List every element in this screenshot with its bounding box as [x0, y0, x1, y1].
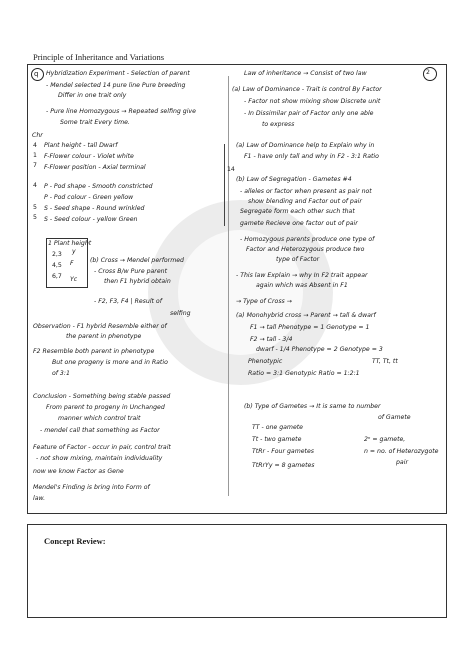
pureline-line-2: Some trait Every time. [60, 119, 130, 126]
conclusion-line-3: manner which control trait [58, 415, 141, 422]
segregation-line-5: gamete Recieve one factor out of pair [240, 220, 358, 227]
mono-line-3: F2 → tall - 3/4 [250, 336, 293, 343]
trait-row-6: S - Seed shape - Round wrinkled [44, 205, 145, 212]
trait-row-4: P - Pod shape - Smooth constricted [44, 183, 153, 190]
law-heading: Law of inheritance → Consist of two law [244, 70, 367, 77]
mendel-finding-1: Mendel's Finding is bring into Form of [33, 484, 150, 491]
chr-box-row-2: 4,5 [52, 262, 62, 269]
chr-num-6: 5 [33, 214, 37, 221]
cross-line-2: - Cross B/w Pure parent [94, 268, 168, 275]
mono-line-6: Phenotypic [248, 358, 283, 365]
hybridization-heading: Hybridization Experiment - Selection of parent [46, 70, 190, 77]
segregation-line-3: show blending and Factor out of pair [248, 198, 362, 205]
dominance-line-1: (a) Law of Dominance - Trait is control By Factor [232, 86, 382, 93]
chr-box-mark-1: y [72, 248, 76, 255]
mono-line-7: Ratio = 3:1 Genotypic Ratio = 1:2:1 [248, 370, 360, 377]
chr-box-mark-2: F [70, 260, 74, 267]
trait-row-7: S - Seed colour - yellow Green [44, 216, 138, 223]
fourteen-label: 14 [227, 166, 235, 173]
chr-num-1: 4 [33, 142, 37, 149]
law-number: 2 [426, 69, 430, 76]
cross-line-4: - F2, F3, F4 | Result of [94, 298, 162, 305]
feature-line-3: now we know Factor as Gene [33, 468, 124, 475]
homozygous-line-3: type of Factor [276, 256, 320, 263]
chr-num-3: 7 [33, 162, 37, 169]
gametes-line-5: TtRr - Four gametes [252, 448, 315, 455]
mendel-finding-2: law. [33, 495, 46, 502]
conclusion-line-4: - mendel call that something as Factor [40, 427, 160, 434]
pureline-line-1: - Pure line Homozygous → Repeated selfing give [46, 108, 196, 115]
gametes-line-3: TT - one gamete [252, 424, 303, 431]
segregation-line-4: Segregate form each other such that [240, 208, 355, 215]
concept-review-label: Concept Review: [44, 536, 106, 546]
mendel-line-1: - Mendel selected 14 pure line Pure breeding [46, 82, 186, 89]
law-explain-1: - This law Explain → why In F2 trait appear [236, 272, 368, 279]
conclusion-line-2: From parent to progeny in Unchanged [46, 404, 165, 411]
law-explain-2: again which was Absent in F1 [256, 282, 348, 289]
trait-row-2: F-Flower colour - Violet white [44, 153, 134, 160]
chr-num-2: 1 [33, 152, 37, 159]
f2-line-1: F2 Resemble both parent in phenotype [33, 348, 155, 355]
feature-line-1: Feature of Factor - occur in pair, control trait [33, 444, 171, 451]
gametes-line-2: of Gamete [378, 414, 411, 421]
question-marker: q [34, 70, 39, 78]
mono-line-4: dwarf - 1/4 Phenotype = 2 Genotype = 3 [256, 346, 383, 353]
mono-line-2: F1 → tall Phenotype = 1 Genotype = 1 [250, 324, 370, 331]
homozygous-line-2: Factor and Heterozygous produce two [246, 246, 365, 253]
gametes-line-1: (b) Type of Gametes → It is same to number [244, 403, 381, 410]
gametes-line-6: TtRrYy = 8 gametes [252, 462, 315, 469]
dominance-line-3: - In Dissimilar pair of Factor only one able [244, 110, 374, 117]
feature-line-2: - not show mixing, maintain individuality [36, 455, 163, 462]
mendel-line-2: Differ in one trait only [58, 92, 127, 99]
traits-brace [224, 144, 225, 226]
segregation-line-1: (b) Law of Segregation - Gametes #4 [236, 176, 352, 183]
gamete-formula-1: 2ⁿ = gamete, [364, 436, 406, 443]
f2-line-3: of 3:1 [52, 370, 70, 377]
trait-row-3: F-Flower position - Axial terminal [44, 164, 146, 171]
cross-line-1: (b) Cross → Mendel performed [90, 257, 184, 264]
f2-line-2: But one progeny is more and in Ratio [52, 359, 168, 366]
chr-label: Chr [32, 132, 43, 139]
trait-row-1: Plant height - tall Dwarf [44, 142, 118, 149]
mono-line-1: (a) Monohybrid cross → Parent → tall & dwarf [236, 312, 376, 319]
plant-height-label: 1 Plant height [48, 240, 92, 247]
gamete-formula-3: pair [396, 459, 408, 466]
dom-explain-1: (a) Law of Dominance help to Explain why in [236, 142, 375, 149]
dominance-line-4: to express [262, 121, 295, 128]
conclusion-line-1: Conclusion - Something being stable passed [33, 393, 171, 400]
cross-line-3: then F1 hybrid obtain [104, 278, 171, 285]
chr-box-mark-3: Yc [70, 276, 78, 283]
mono-line-5: TT, Tt, tt [372, 358, 398, 365]
trait-row-5: P - Pod colour - Green yellow [44, 194, 134, 201]
page-title: Principle of Inheritance and Variations [33, 52, 165, 62]
center-divider [228, 76, 229, 496]
chr-box-row-3: 6,7 [52, 273, 62, 280]
homozygous-line-1: - Homozygous parents produce one type of [240, 236, 375, 243]
chr-box-row-1: 2,3 [52, 251, 62, 258]
segregation-line-2: - alleles or factor when present as pair not [240, 188, 372, 195]
dom-explain-2: F1 - have only tall and why in F2 - 3:1 Ratio [244, 153, 379, 160]
observation-line-1: Observation - F1 hybrid Resemble either of [33, 323, 167, 330]
gamete-formula-2: n = no. of Heterozygote [364, 448, 439, 455]
cross-line-5: selfing [170, 310, 191, 317]
chr-num-4: 4 [33, 182, 37, 189]
gametes-line-4: Tt - two gamete [252, 436, 302, 443]
chr-num-5: 5 [33, 204, 37, 211]
type-of-cross: → Type of Cross → [236, 298, 292, 305]
observation-line-2: the parent in phenotype [66, 333, 142, 340]
dominance-line-2: - Factor not show mixing show Discrete unit [244, 98, 381, 105]
